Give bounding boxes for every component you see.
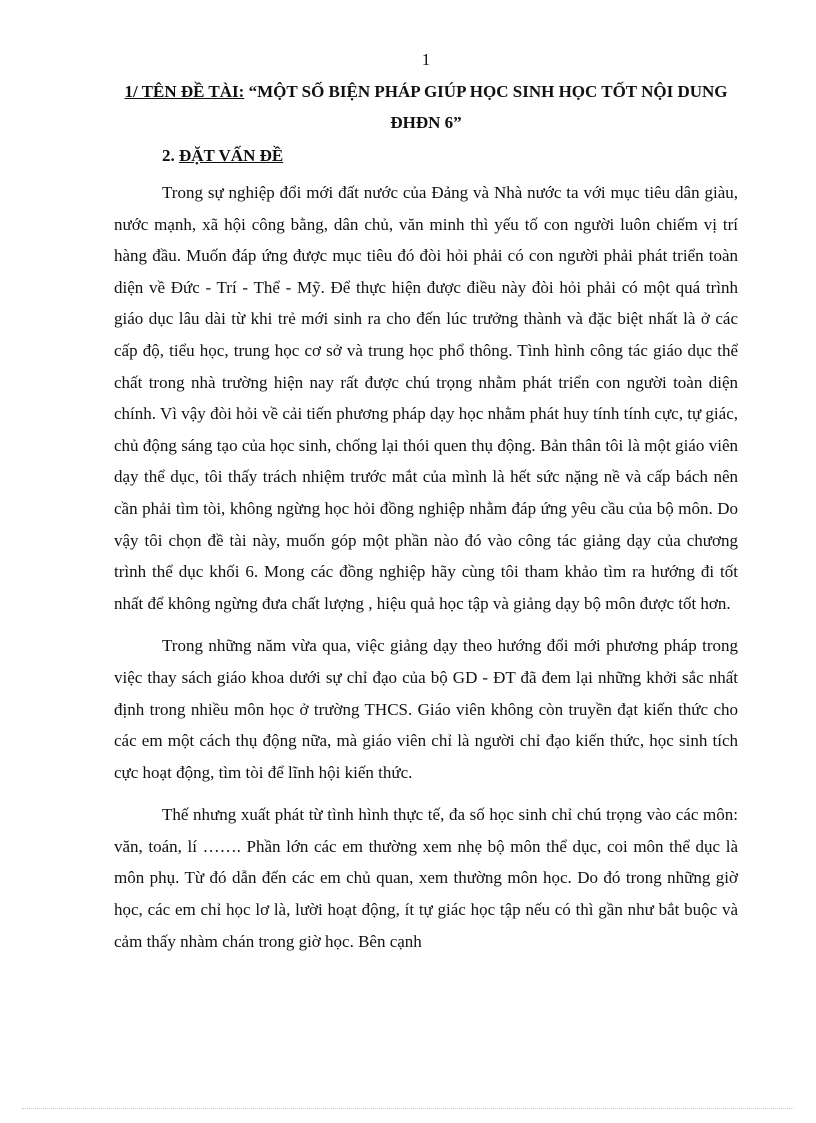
page-number: 1 bbox=[421, 50, 431, 69]
body-paragraph: Thế nhưng xuất phát từ tình hình thực tế, đa số học sinh chỉ chú trọng vào các môn: văn, toán, lí ……. Phần lớn các em thường xem nhẹ bộ môn thể dục, coi môn thể dục là môn phụ. Từ đó dẫn đến các em chủ quan, xem thường môn học. Do đó trong những giờ học, các em chỉ học lơ là, lười hoạt động, ít tự giác học tập nếu có thì gần như bắt buộc và cảm thấy nhàm chán trong giờ học. Bên cạnh bbox=[114, 805, 738, 951]
title-prefix: 1/ TÊN ĐỀ TÀI: bbox=[124, 82, 245, 101]
document-page bbox=[114, 48, 738, 968]
page-bottom-divider bbox=[22, 1108, 794, 1109]
section-number: 2. bbox=[162, 146, 179, 165]
section-heading bbox=[162, 140, 738, 171]
body-paragraph: Trong những năm vừa qua, việc giảng dạy theo hướng đổi mới phương pháp trong việc thay sách giáo khoa dưới sự chỉ đạo của bộ GD - ĐT đã đem lại những khởi sắc nhất định trong nhiều môn học ở trường THCS. Giáo viên không còn truyền đạt kiến thức cho các em một cách thụ động nữa, mà giáo viên chỉ là người chỉ đạo kiến thức, học sinh tích cực hoạt động, tìm tòi để lĩnh hội kiến thức. bbox=[114, 636, 738, 782]
title-text: “MỘT SỐ BIỆN PHÁP GIÚP HỌC SINH HỌC TỐT NỘI DUNG ĐHĐN 6” bbox=[244, 82, 728, 132]
section-label: ĐẶT VẤN ĐỀ bbox=[179, 146, 284, 165]
document-title bbox=[114, 76, 738, 138]
body-paragraph: Trong sự nghiệp đổi mới đất nước của Đảng và Nhà nước ta với mục tiêu dân giàu, nước mạnh, xã hội công bằng, dân chủ, văn minh thì yếu tố con người luôn chiếm vị trí hàng đầu. Muốn đáp ứng được mục tiêu đó đòi hỏi phải có con người phải phát triển toàn diện về Đức - Trí - Thể - Mỹ. Để thực hiện được điều này đòi hỏi phải có một quá trình giáo dục lâu dài từ khi trẻ mới sinh ra cho đến lúc trưởng thành và đặc biệt nhất là ở các cấp độ, tiểu học, trung học cơ sở và trung học phổ thông. Tình hình công tác giáo dục thể chất trong nhà trường hiện nay rất được chú trọng nhằm phát triển con người toàn diện chính. Vì vậy đòi hỏi về cải tiến phương pháp dạy học nhằm phát huy tính tính cực, tự giác, chủ động sáng tạo của học sinh, chống lại thói quen thụ động. Bản thân tôi là một giáo viên dạy thể dục, tôi thấy trách nhiệm trước mắt của mình là hết sức nặng nề và cấp bách nên cần phải tìm tòi, không ngừng học hỏi đồng nghiệp nhằm đáp ứng yêu cầu của bộ môn. Do vậy tôi chọn đề tài này, muốn góp một phần nào đó vào công tác giảng dạy của chương trình thể dục khối 6. Mong các đồng nghiệp hãy cùng tôi tham khảo tìm ra hướng đi tốt nhất để không ngừng đưa chất lượng , hiệu quả học tập và giảng dạy bộ môn được tốt hơn. bbox=[114, 183, 738, 613]
